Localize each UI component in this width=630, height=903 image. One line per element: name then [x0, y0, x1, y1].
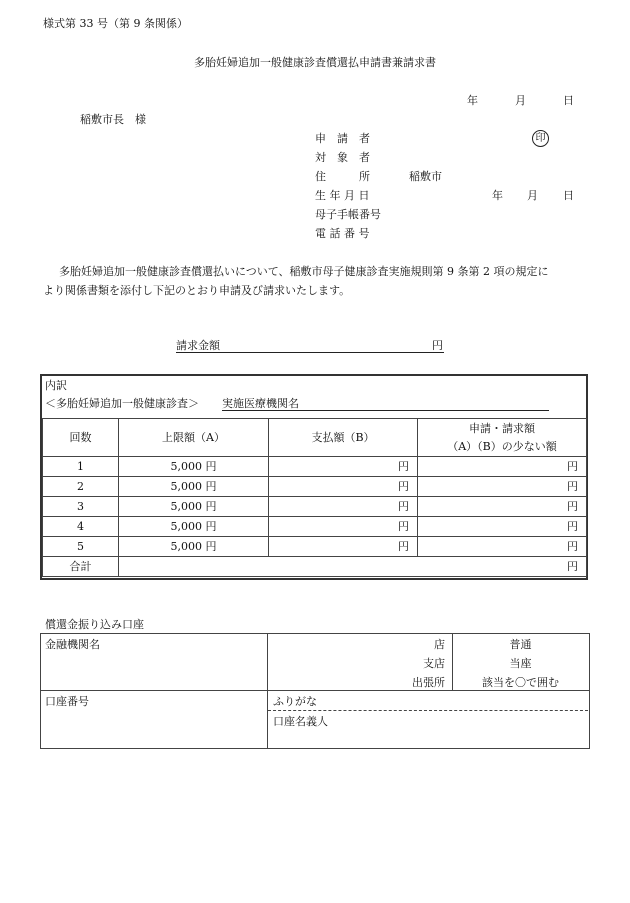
branch-type-branch[interactable]: 支店 [423, 657, 445, 670]
birth-month: 月 [527, 189, 538, 202]
table-row [43, 457, 587, 477]
furigana-label: ふりがな [273, 695, 317, 708]
table-row [43, 497, 587, 517]
form-number: 様式第 33 号（第 9 条関係） [43, 17, 188, 30]
row-limit: 5,000 円 [119, 497, 269, 517]
row-count: 4 [43, 517, 119, 537]
row-paid[interactable]: 円 [269, 517, 418, 537]
row-claim[interactable]: 円 [418, 477, 587, 497]
row-count: 3 [43, 497, 119, 517]
row-claim[interactable]: 円 [418, 497, 587, 517]
facility-label: 実施医療機関名 [222, 397, 299, 410]
label-applicant: 申 請 者 [315, 132, 370, 145]
facility-name-line[interactable] [222, 410, 549, 411]
row-paid[interactable]: 円 [269, 457, 418, 477]
header-count: 回数 [43, 419, 119, 457]
furigana-divider [268, 710, 588, 711]
body-text-line-1: 多胎妊婦追加一般健康診査償還払いについて、稲敷市母子健康診査実施規則第 9 条第 2 項の規定に [59, 265, 549, 278]
header-claim [418, 419, 587, 457]
table-row [43, 517, 587, 537]
branch-type-sub-office[interactable]: 出張所 [412, 676, 445, 689]
label-address: 住 所 [315, 170, 370, 183]
row-count: 2 [43, 477, 119, 497]
header-claim-line2: （A）（B）の少ない額 [447, 440, 557, 453]
bank-box [40, 633, 590, 749]
row-count: 1 [43, 457, 119, 477]
row-claim[interactable]: 円 [418, 517, 587, 537]
total-claim[interactable]: 円 [119, 557, 587, 577]
label-phone: 電 話 番 号 [315, 227, 370, 240]
exam-label: ＜多胎妊婦追加一般健康診査＞ [45, 397, 199, 410]
bank-divider-horizontal [40, 690, 589, 691]
branch-type-store[interactable]: 店 [434, 638, 445, 651]
date-month: 月 [515, 94, 526, 107]
birth-year: 年 [492, 189, 503, 202]
row-paid[interactable]: 円 [269, 497, 418, 517]
total-label: 合計 [43, 557, 119, 577]
row-count: 5 [43, 537, 119, 557]
date-day: 日 [563, 94, 574, 107]
row-paid[interactable]: 円 [269, 477, 418, 497]
table-row [43, 477, 587, 497]
table-row [43, 537, 587, 557]
breakdown-title: 内訳 [45, 379, 67, 392]
header-limit: 上限額（A） [119, 419, 269, 457]
addressee: 稲敷市長 様 [80, 113, 146, 126]
header-claim-line1: 申請・請求額 [469, 422, 535, 435]
account-type-ordinary[interactable]: 普通 [509, 638, 532, 651]
account-type-current[interactable]: 当座 [509, 657, 532, 670]
claim-amount-label: 請求金額 [176, 339, 220, 352]
total-row [43, 557, 587, 577]
address-value: 稲敷市 [409, 170, 442, 183]
row-paid[interactable]: 円 [269, 537, 418, 557]
account-type-note: 該当を〇で囲む [482, 676, 559, 689]
institution-label: 金融機関名 [45, 638, 100, 651]
breakdown-header-row [43, 419, 587, 457]
account-holder-label: 口座名義人 [273, 715, 328, 728]
breakdown-table [42, 418, 587, 577]
header-paid: 支払額（B） [269, 419, 418, 457]
account-number-label: 口座番号 [45, 695, 89, 708]
label-maternal-handbook-number: 母子手帳番号 [315, 208, 381, 221]
label-subject: 対 象 者 [315, 151, 370, 164]
claim-amount-line[interactable] [176, 352, 444, 353]
row-claim[interactable]: 円 [418, 457, 587, 477]
row-limit: 5,000 円 [119, 457, 269, 477]
row-limit: 5,000 円 [119, 537, 269, 557]
birth-day: 日 [563, 189, 574, 202]
row-limit: 5,000 円 [119, 517, 269, 537]
claim-amount-unit: 円 [432, 339, 443, 352]
date-year: 年 [467, 94, 478, 107]
page-title: 多胎妊婦追加一般健康診査償還払申請書兼請求書 [194, 56, 436, 69]
label-birthdate: 生 年 月 日 [315, 189, 370, 202]
bank-section-title: 償還金振り込み口座 [45, 618, 144, 631]
seal-stamp: 印 [532, 130, 549, 147]
row-limit: 5,000 円 [119, 477, 269, 497]
row-claim[interactable]: 円 [418, 537, 587, 557]
body-text-line-2: より関係書類を添付し下記のとおり申請及び請求いたします。 [43, 284, 351, 297]
